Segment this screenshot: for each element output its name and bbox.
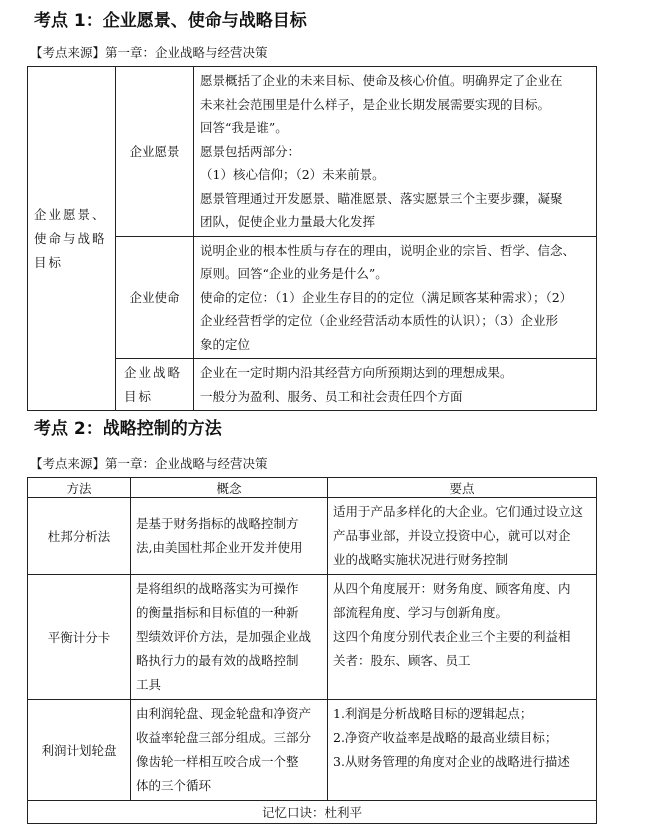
table-row	[28, 575, 597, 700]
text-line: 像齿轮一样相互咬合成一个整	[136, 754, 299, 769]
text-line: 2.净资产收益率是战略的最高业绩目标；	[333, 730, 558, 745]
text-line: 1.利润是分析战略目标的逻辑起点；	[333, 706, 533, 721]
section1-source: 【考点来源】第一章：企业战略与经营决策	[30, 45, 268, 60]
text-line: 由利润轮盘、现金轮盘和净资产	[136, 706, 312, 721]
section2-heading: 考点 2：战略控制的方法	[34, 419, 222, 439]
section2-source: 【考点来源】第一章：企业战略与经营决策	[30, 456, 268, 471]
text-line: 关者：股东、顾客、员工	[333, 653, 471, 668]
text-line: 企业在一定时期内沿其经营方向所预期达到的理想成果。	[200, 365, 513, 380]
header-method: 方法	[28, 478, 131, 498]
method-cell: 利润计划轮盘	[28, 700, 131, 801]
text-line: 未来社会范围里是什么样子，是企业长期发展需要实现的目标。	[200, 96, 551, 112]
memo-cell: 记忆口诀：杜利平	[28, 801, 597, 824]
text-line: 使命的定位：（1）企业生存目的的定位（满足顾客某种需求）；（2）	[200, 289, 573, 305]
text-line: 型绩效评价方法，是加强企业战	[136, 629, 312, 644]
text-line: 工具	[136, 677, 162, 692]
table-row	[28, 498, 597, 575]
text-line: 是基于财务指标的战略控制方	[136, 516, 299, 531]
text-line: 部流程角度、学习与创新角度。	[333, 605, 509, 620]
points-cell	[328, 498, 597, 575]
method-cell: 杜邦分析法	[28, 498, 131, 575]
header-points: 要点	[328, 478, 597, 498]
text-line: 适用于产品多样化的大企业。它们通过设立这	[333, 504, 584, 519]
text-line: 团队，促使企业力量最大化发挥	[200, 214, 376, 229]
topic-label: 企业愿景、使命与战略目标	[34, 206, 107, 270]
row-label: 企业愿景	[116, 67, 194, 237]
text-line: 这四个角度分别代表企业三个主要的利益相	[333, 629, 571, 644]
points-cell	[328, 700, 597, 801]
text-line: 象的定位	[200, 336, 251, 352]
text-line: 3.从财务管理的角度对企业的战略进行描述	[333, 754, 570, 769]
text-line: 的衡量指标和目标值的一种新	[136, 605, 299, 620]
row-content	[194, 67, 597, 237]
text-line: 回答“我是谁”。	[200, 120, 288, 135]
text-line: 愿景包括两部分：	[200, 143, 301, 159]
table-row	[28, 67, 597, 237]
text-line: 从四个角度展开：财务角度、顾客角度、内	[333, 581, 571, 596]
text-line: 愿景概括了企业的未来目标、使命及核心价值。明确界定了企业在	[200, 73, 563, 88]
points-cell	[328, 575, 597, 700]
row-content	[194, 236, 597, 359]
text-line: 略执行力的最有效的战略控制	[136, 653, 299, 668]
concept-cell	[131, 498, 328, 575]
row-label: 企业战略目标	[116, 359, 194, 411]
text-line: 法,由美国杜邦企业开发并使用	[136, 540, 303, 555]
table-row	[28, 700, 597, 801]
concept-cell	[131, 700, 328, 801]
vision-mission-table	[27, 66, 597, 411]
section1-heading: 考点 1：企业愿景、使命与战略目标	[34, 11, 307, 31]
text-line: 是将组织的战略落实为可操作	[136, 581, 299, 596]
text-line: 原则。回答“企业的业务是什么”。	[200, 266, 388, 281]
row-content	[194, 359, 597, 411]
table-header-row	[28, 478, 597, 498]
method-cell: 平衡计分卡	[28, 575, 131, 700]
row-label: 企业使命	[116, 236, 194, 359]
text-line: 一般分为盈利、服务、员工和社会责任四个方面	[200, 388, 463, 404]
table-row	[28, 801, 597, 824]
text-line: 产品事业部，并设立投资中心，就可以对企	[333, 528, 571, 543]
concept-cell	[131, 575, 328, 700]
header-concept: 概念	[131, 478, 328, 498]
text-line: 企业经营哲学的定位（企业经营活动本质性的认识）；（3）企业形	[200, 313, 558, 328]
text-line: 说明企业的根本性质与存在的理由，说明企业的宗旨、哲学、信念、	[200, 242, 576, 258]
text-line: 收益率轮盘三部分组成。三部分	[136, 730, 312, 745]
text-line: 业的战略实施状况进行财务控制	[333, 552, 509, 567]
control-methods-table	[27, 477, 597, 824]
text-line: 体的三个循环	[136, 778, 212, 793]
text-line: （1）核心信仰；（2）未来前景。	[200, 167, 385, 182]
text-line: 愿景管理通过开发愿景、瞄准愿景、落实愿景三个主要步骤，凝聚	[200, 190, 563, 206]
topic-cell	[28, 67, 116, 411]
